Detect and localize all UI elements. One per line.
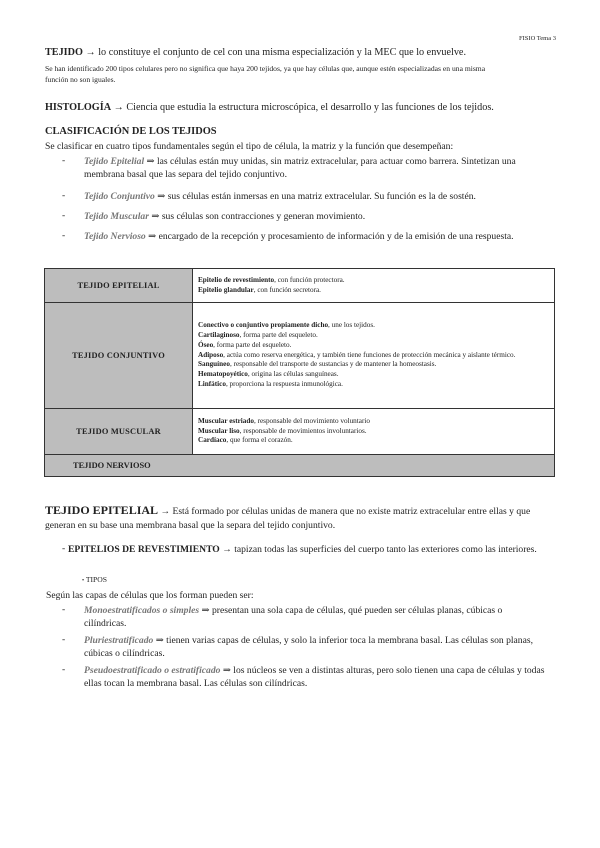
- entry-text: , forma parte del esqueleto.: [239, 331, 318, 339]
- dash-bullet: -: [62, 155, 66, 166]
- arrow-icon: →: [113, 102, 124, 113]
- entry-term: Adiposo: [198, 350, 224, 359]
- entry-text: , con función protectora.: [274, 275, 345, 284]
- revestimiento-label: EPITELIOS DE REVESTIMIENTO: [68, 544, 220, 555]
- row-content: [193, 269, 555, 303]
- item-text: sus células están inmersas en una matriz extracelular. Su función es la de sostén.: [167, 191, 476, 202]
- row-label: TEJIDO CONJUNTIVO: [45, 303, 193, 409]
- entry-term: Epitelio glandular: [198, 285, 254, 294]
- capas-lead: Según las capas de células que los forman pueden ser:: [46, 590, 254, 601]
- tipos-item: [82, 575, 107, 584]
- arrow-icon: →: [222, 544, 232, 555]
- arrow-icon: →: [85, 47, 96, 58]
- entry-term: Muscular estriado: [198, 416, 254, 425]
- histologia-text: Ciencia que estudia la estructura microscópica, el desarrollo y las funciones de los tejidos.: [126, 102, 494, 113]
- entry-term: Linfático: [198, 379, 226, 388]
- entry-text: , responsable del movimiento voluntario: [253, 416, 370, 425]
- entry-text: , responsable del transporte de sustancias y de mantener la homeostasis.: [229, 360, 437, 369]
- term: Pseudoestratificado o estratificado: [84, 665, 221, 676]
- list-item: [84, 155, 524, 181]
- entry-term: Hematopoyético: [198, 370, 248, 379]
- term: Tejido Nervioso: [84, 231, 146, 242]
- table-row: [45, 269, 555, 303]
- entry-text: , origina las células sanguíneas.: [247, 370, 339, 379]
- double-arrow-icon: ⇒: [151, 211, 160, 222]
- row-content: [193, 303, 555, 409]
- double-arrow-icon: ⇒: [157, 191, 166, 202]
- entry-term: Conectivo o conjuntivo propiamente dicho: [198, 321, 329, 330]
- entry-text: , proporciona la respuesta inmunológica.: [225, 379, 343, 388]
- page-header: FISIO Tema 3: [519, 35, 556, 42]
- item-text: las células están muy unidas, sin matriz extracelular, para actuar como barrera. Sintetizan una membrana basal que las separa del tejido conjuntivo.: [84, 156, 516, 180]
- dash-bullet: -: [62, 543, 66, 554]
- entry-text: , responsable de movimientos involuntarios.: [239, 426, 367, 435]
- double-arrow-icon: ⇒: [146, 156, 155, 167]
- list-item: [84, 664, 559, 690]
- row-label: TEJIDO EPITELIAL: [45, 269, 193, 303]
- entry-text: , actúa como reserva energética, y también tiene funciones de protección mecánica y aislante térmico.: [223, 350, 516, 359]
- revestimiento-item: [68, 543, 553, 557]
- clasificacion-title: CLASIFICACIÓN DE LOS TEJIDOS: [45, 126, 217, 137]
- entry-term: Óseo: [198, 340, 214, 349]
- revestimiento-text: tapizan todas las superficies del cuerpo tanto las exteriores como las interiores.: [234, 544, 537, 555]
- dash-bullet: -: [62, 634, 66, 645]
- term: Tejido Epitelial: [84, 156, 145, 167]
- item-text: tienen varias capas de células, y solo la inferior toca la membrana basal. Las células son planas, cúbicas o cilíndricas.: [84, 635, 533, 659]
- histologia-definition: [45, 101, 565, 114]
- double-arrow-icon: ⇒: [201, 605, 210, 616]
- entry-text: , forma parte del esqueleto.: [213, 340, 292, 349]
- table-row: [45, 303, 555, 409]
- dash-bullet: -: [62, 604, 66, 615]
- list-item: [84, 634, 554, 660]
- tejido-note: Se han identificado 200 tipos celulares pero no significa que haya 200 tejidos, ya que hay células que, aunque estén especializadas en una misma función no son iguales.: [45, 64, 486, 84]
- histologia-label: HISTOLOGÍA: [45, 102, 112, 113]
- arrow-icon: →: [160, 506, 171, 517]
- dash-bullet: -: [62, 230, 66, 241]
- entry-term: Epitelio de revestimiento: [198, 275, 275, 284]
- row-label: TEJIDO MUSCULAR: [45, 409, 193, 455]
- double-arrow-icon: ⇒: [155, 635, 164, 646]
- double-arrow-icon: ⇒: [148, 231, 157, 242]
- tejido-definition: [45, 46, 565, 59]
- epitelial-text: Está formado por células unidas de manera que no existe matriz extracelular entre ellas y que generan en su base una membrana basal que la separa del tejido conjuntivo.: [45, 506, 531, 531]
- dash-bullet: -: [62, 664, 66, 675]
- table-row: [45, 409, 555, 455]
- epitelial-paragraph: [45, 503, 550, 533]
- row-label: TEJIDO NERVIOSO: [45, 455, 555, 477]
- entry-text: , une los tejidos.: [328, 321, 375, 330]
- entry-term: Cartilaginoso: [198, 331, 240, 339]
- row-content: [193, 409, 555, 455]
- entry-term: Sanguíneo: [198, 360, 230, 369]
- term: Pluriestratificado: [84, 635, 154, 646]
- term: Tejido Conjuntivo: [84, 191, 155, 202]
- list-item: [84, 190, 554, 203]
- tejido-label: TEJIDO: [45, 47, 83, 58]
- entry-text: , con función secretora.: [253, 285, 321, 294]
- dash-bullet: -: [62, 190, 66, 201]
- tipos-label: TIPOS: [85, 575, 107, 584]
- entry-term: Muscular liso: [198, 426, 240, 435]
- tejido-text: lo constituye el conjunto de cel con una misma especialización y la MEC que lo envuelve.: [98, 47, 466, 58]
- item-text: encargado de la recepción y procesamiento de información y de la emisión de una respuesta.: [158, 231, 514, 242]
- term: Tejido Muscular: [84, 211, 149, 222]
- clasificacion-lead: Se clasificar en cuatro tipos fundamentales según el tipo de célula, la matriz y la función que desempeñan:: [45, 141, 454, 152]
- list-item: [84, 210, 554, 223]
- item-text: sus células son contracciones y generan movimiento.: [161, 211, 366, 222]
- item-text: presentan una sola capa de células, qué pueden ser células planas, cúbicas o cilíndricas.: [84, 605, 503, 629]
- list-item: [84, 604, 524, 630]
- table-row: [45, 455, 555, 477]
- dash-bullet: -: [62, 210, 66, 221]
- term: Monoestratificados o simples: [84, 605, 200, 616]
- bullet-icon: •: [82, 578, 85, 584]
- double-arrow-icon: ⇒: [222, 665, 231, 676]
- item-text: los núcleos se ven a distintas alturas, pero solo tienen una capa de células y todas ellas tocan la membrana basal. Las células son cilíndricas.: [84, 665, 545, 689]
- entry-text: , que forma el corazón.: [226, 436, 293, 445]
- epitelial-title: TEJIDO EPITELIAL: [45, 503, 159, 517]
- tissue-table: [44, 268, 555, 477]
- entry-term: Cardíaco: [198, 436, 227, 445]
- list-item: [84, 230, 544, 243]
